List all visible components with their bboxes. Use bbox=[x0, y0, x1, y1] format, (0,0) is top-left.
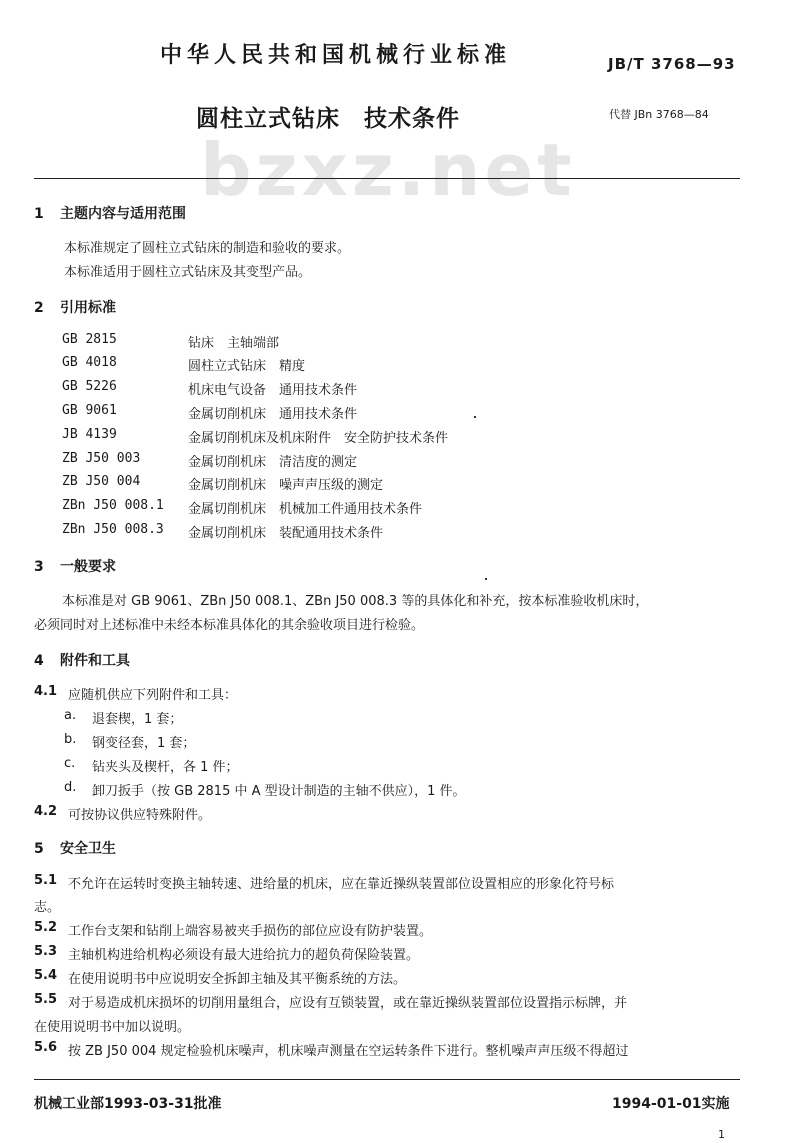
clause-text-continuation: 志。 bbox=[34, 900, 61, 915]
effective-date: 1994-01-01实施 bbox=[612, 1096, 730, 1112]
clause-text: 主轴机构进给机构必须设有最大进给抗力的超负荷保险装置。 bbox=[68, 948, 420, 963]
scan-speck bbox=[485, 578, 487, 580]
section-1-paragraph-1: 本标准规定了圆柱立式钻床的制造和验收的要求。 bbox=[64, 241, 351, 256]
standard-number: JB/T 3768—93 bbox=[608, 55, 736, 73]
list-item-text: 钻夹头及楔杆，各 1 件； bbox=[92, 760, 239, 775]
clause-number: 4.1 bbox=[34, 684, 58, 699]
section-title: 引用标准 bbox=[60, 300, 116, 316]
clause-number: 5.4 bbox=[34, 968, 58, 983]
ref-code: GB 5226 bbox=[62, 379, 117, 394]
ref-title: 金属切削机床 噪声声压级的测定 bbox=[188, 478, 384, 493]
ref-code: GB 4018 bbox=[62, 355, 117, 370]
clause-text: 按 ZB J50 004 规定检验机床噪声，机床噪声测量在空运转条件下进行。整机噪声声压级不得超过 bbox=[68, 1044, 629, 1059]
list-item-letter: d. bbox=[64, 780, 77, 795]
clause-number: 5.5 bbox=[34, 992, 58, 1007]
replaces-note: 代替 JBn 3768—84 bbox=[609, 108, 709, 121]
section-title: 主题内容与适用范围 bbox=[60, 206, 186, 222]
header-divider bbox=[34, 178, 740, 179]
ref-title: 钻床 主轴端部 bbox=[188, 336, 280, 351]
ref-title: 金属切削机床 机械加工件通用技术条件 bbox=[188, 502, 423, 517]
clause-text: 不允许在运转时变换主轴转速、进给量的机床，应在靠近操纵装置部位设置相应的形象化符号标 bbox=[68, 877, 615, 892]
ref-title: 金属切削机床 通用技术条件 bbox=[188, 407, 358, 422]
ref-code: ZBn J50 008.3 bbox=[62, 522, 164, 537]
page-number: 1 bbox=[718, 1128, 725, 1141]
ref-title: 机床电气设备 通用技术条件 bbox=[188, 383, 358, 398]
list-item-letter: c. bbox=[64, 756, 76, 771]
footer-divider bbox=[34, 1079, 740, 1080]
clause-number: 4.2 bbox=[34, 804, 58, 819]
section-1-heading bbox=[34, 203, 186, 223]
section-number: 3 bbox=[34, 559, 44, 575]
clause-number: 5.6 bbox=[34, 1040, 58, 1055]
ref-title: 金属切削机床 清洁度的测定 bbox=[188, 455, 358, 470]
watermark: bzxz.net bbox=[200, 128, 576, 212]
section-5-heading bbox=[34, 838, 116, 858]
ref-code: GB 9061 bbox=[62, 403, 117, 418]
section-title: 一般要求 bbox=[60, 559, 116, 575]
clause-text: 应随机供应下列附件和工具： bbox=[68, 688, 238, 703]
section-title: 附件和工具 bbox=[60, 653, 130, 669]
section-3-paragraph-line-1: 本标准是对 GB 9061、ZBn J50 008.1、ZBn J50 008.3 等的具体化和补充，按本标准验收机床时， bbox=[62, 594, 649, 609]
clause-text: 在使用说明书中应说明安全拆卸主轴及其平衡系统的方法。 bbox=[68, 972, 407, 987]
clause-number: 5.1 bbox=[34, 873, 58, 888]
document-title: 圆柱立式钻床 技术条件 bbox=[196, 106, 460, 132]
ref-code: ZB J50 003 bbox=[62, 451, 141, 466]
clause-text: 可按协议供应特殊附件。 bbox=[68, 808, 212, 823]
ref-title: 金属切削机床 装配通用技术条件 bbox=[188, 526, 384, 541]
list-item-letter: a. bbox=[64, 708, 77, 723]
ref-title: 金属切削机床及机床附件 安全防护技术条件 bbox=[188, 431, 449, 446]
clause-number: 5.3 bbox=[34, 944, 58, 959]
section-4-heading bbox=[34, 650, 130, 670]
clause-text-continuation: 在使用说明书中加以说明。 bbox=[34, 1020, 191, 1035]
section-3-heading bbox=[34, 556, 116, 576]
ref-code: JB 4139 bbox=[62, 427, 117, 442]
list-item-text: 卸刀扳手（按 GB 2815 中 A 型设计制造的主轴不供应），1 件。 bbox=[92, 784, 466, 799]
scan-speck bbox=[474, 416, 476, 418]
ref-code: GB 2815 bbox=[62, 332, 117, 347]
section-number: 2 bbox=[34, 300, 44, 316]
list-item-text: 退套楔，1 套； bbox=[92, 712, 183, 727]
list-item-letter: b. bbox=[64, 732, 77, 747]
section-3-paragraph-line-2: 必须同时对上述标准中未经本标准具体化的其余验收项目进行检验。 bbox=[34, 618, 425, 633]
ref-code: ZB J50 004 bbox=[62, 474, 141, 489]
section-number: 1 bbox=[34, 206, 44, 222]
section-title: 安全卫生 bbox=[60, 841, 116, 857]
ref-code: ZBn J50 008.1 bbox=[62, 498, 164, 513]
ref-title: 圆柱立式钻床 精度 bbox=[188, 359, 306, 374]
issuing-organization: 中华人民共和国机械行业标准 bbox=[160, 43, 512, 68]
section-number: 4 bbox=[34, 653, 44, 669]
list-item-text: 钢变径套，1 套； bbox=[92, 736, 196, 751]
clause-text: 对于易造成机床损坏的切削用量组合，应设有互锁装置，或在靠近操纵装置部位设置指示标牌，并 bbox=[68, 996, 628, 1011]
section-1-paragraph-2: 本标准适用于圆柱立式钻床及其变型产品。 bbox=[64, 265, 312, 280]
section-number: 5 bbox=[34, 841, 44, 857]
approval-date: 机械工业部1993-03-31批准 bbox=[34, 1096, 222, 1112]
section-2-heading bbox=[34, 297, 116, 317]
clause-number: 5.2 bbox=[34, 920, 58, 935]
clause-text: 工作台支架和钻削上端容易被夹手损伤的部位应设有防护装置。 bbox=[68, 924, 433, 939]
